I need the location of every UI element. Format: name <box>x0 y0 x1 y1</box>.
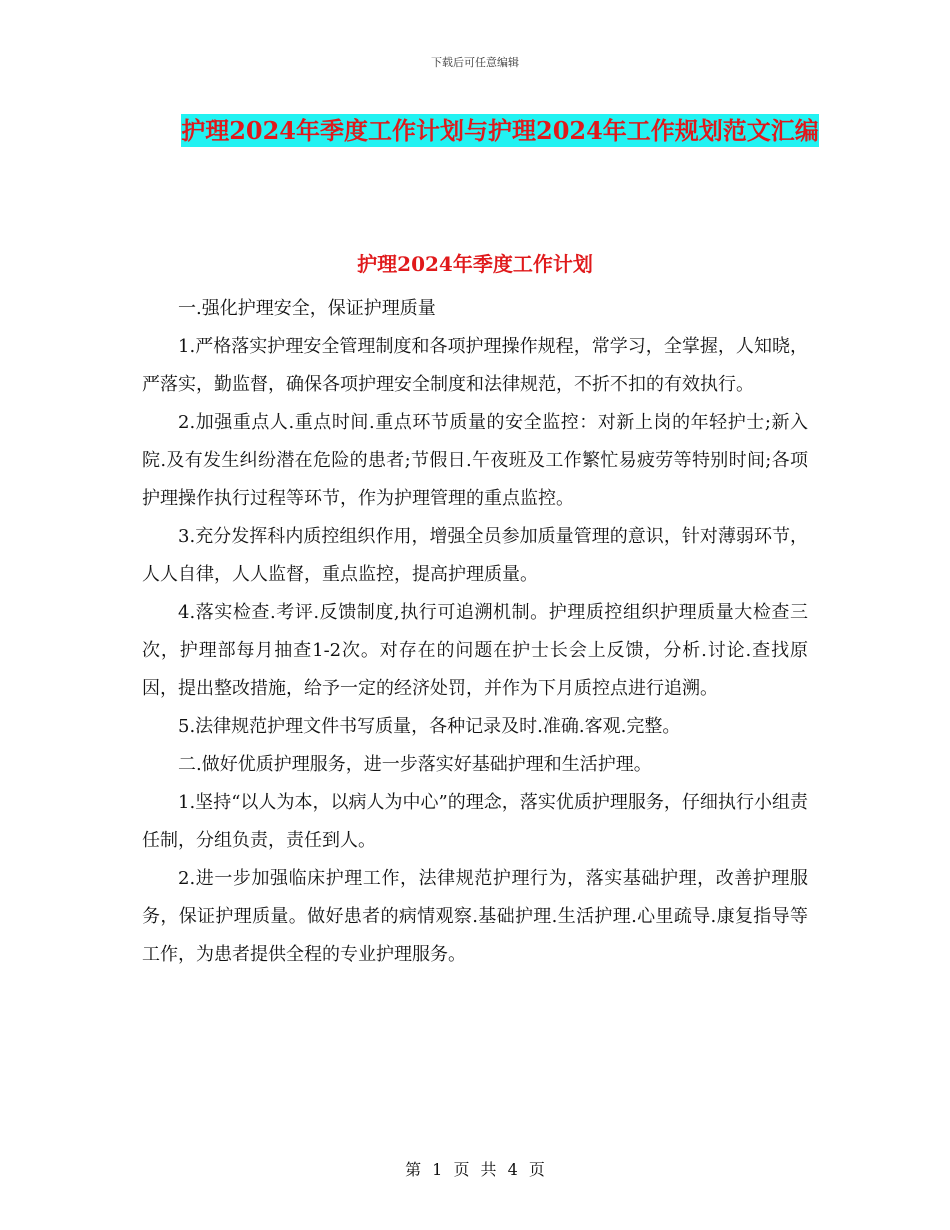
paragraph: 3.充分发挥科内质控组织作用，增强全员参加质量管理的意识，针对薄弱环节，人人自律，人人监督，重点监控，提高护理质量。 <box>142 526 808 585</box>
section-title: 护理2024年季度工作计划 <box>357 252 593 276</box>
header-note: 下载后可任意编辑 <box>431 56 519 69</box>
document-body <box>142 290 808 974</box>
paragraph: 二.做好优质护理服务，进一步落实好基础护理和生活护理。 <box>178 754 652 775</box>
document-title-text: 护理2024年季度工作计划与护理2024年工作规划范文汇编 <box>181 116 819 145</box>
paragraph: 2.加强重点人.重点时间.重点环节质量的安全监控：对新上岗的年轻护士;新入院.及有发生纠纷潜在危险的患者;节假日.午夜班及工作繁忙易疲劳等特别时间;各项护理操作执行过程等环节，作为护理管理的重点监控。 <box>142 412 808 509</box>
paragraph: 1.严格落实护理安全管理制度和各项护理操作规程，常学习，全掌握，人知晓，严落实，勤监督，确保各项护理安全制度和法律规范，不折不扣的有效执行。 <box>142 336 808 395</box>
paragraph: 2.进一步加强临床护理工作，法律规范护理行为，落实基础护理，改善护理服务，保证护理质量。做好患者的病情观察.基础护理.生活护理.心里疏导.康复指导等工作，为患者提供全程的专业护理服务。 <box>142 868 808 965</box>
paragraph: 一.强化护理安全，保证护理质量 <box>178 298 436 319</box>
paragraph: 1.坚持“以人为本，以病人为中心”的理念，落实优质护理服务，仔细执行小组责任制，分组负责，责任到人。 <box>142 792 808 851</box>
document-title <box>150 108 850 154</box>
paragraph: 4.落实检查.考评.反馈制度,执行可追溯机制。护理质控组织护理质量大检查三次，护理部每月抽查1-2次。对存在的问题在护士长会上反馈，分析.讨论.查找原因，提出整改措施，给予一定的经济处罚，并作为下月质控点进行追溯。 <box>142 602 808 699</box>
paragraph: 5.法律规范护理文件书写质量，各种记录及时.准确.客观.完整。 <box>178 716 681 737</box>
page-footer: 第 1 页 共 4 页 <box>405 1160 545 1179</box>
